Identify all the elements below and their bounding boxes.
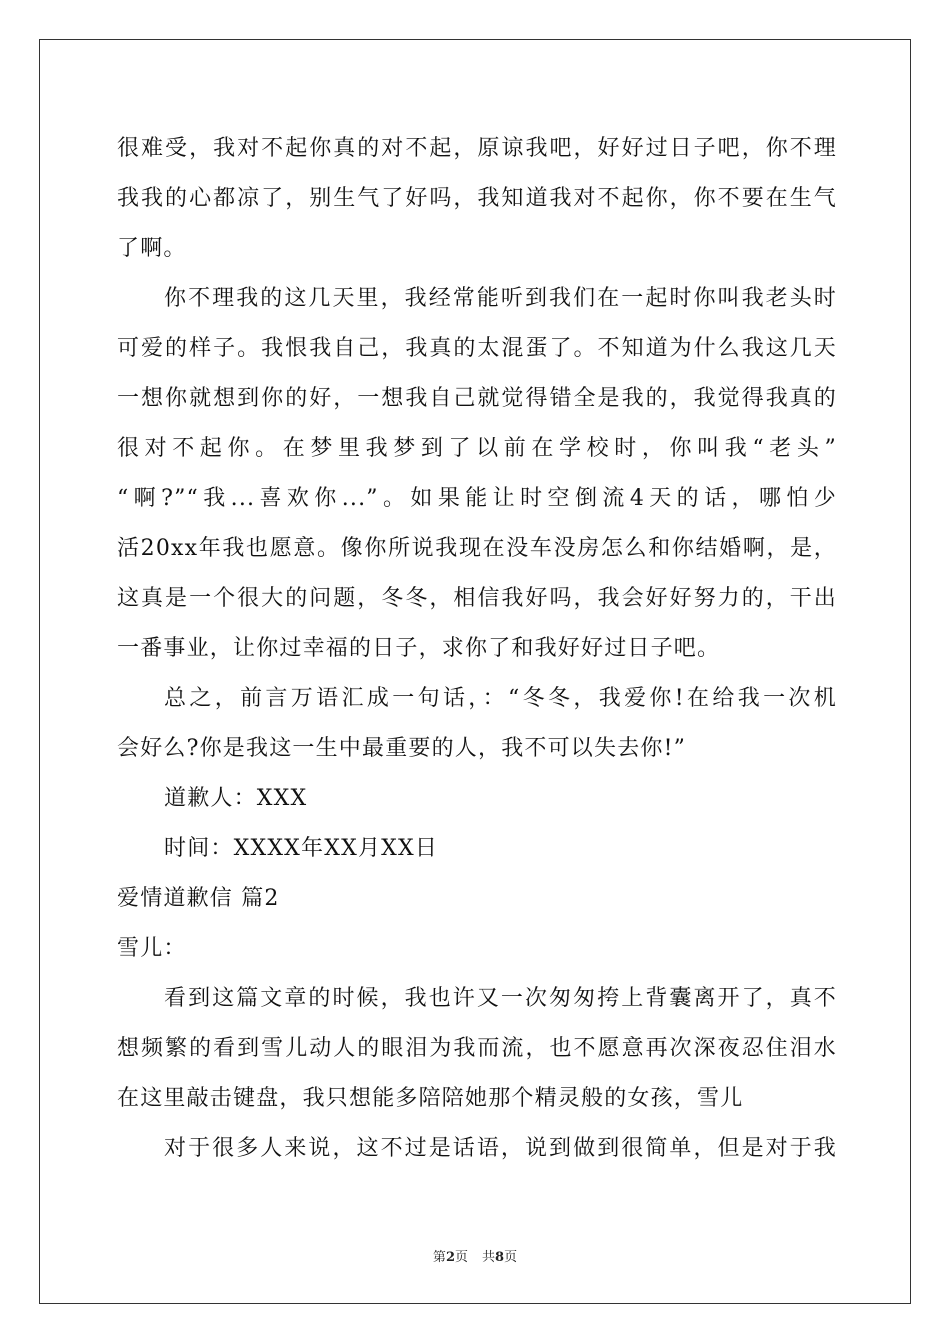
text-line: 了啊。 (117, 236, 187, 261)
section-heading: 爱情道歉信 篇2 (117, 886, 280, 911)
text-line: 一番事业，让你过幸福的日子，求你了和我好好过日子吧。 (117, 636, 721, 661)
text-line: 对于很多人来说，这不过是话语，说到做到很简单，但是对于我 (164, 1136, 837, 1161)
text-line: 在这里敲击键盘，我只想能多陪陪她那个精灵般的女孩，雪儿 (117, 1086, 744, 1111)
text-line: 很难受，我对不起你真的对不起，原谅我吧，好好过日子吧，你不理 (117, 136, 837, 161)
text-line: 总之，前言万语汇成一句话，：“冬冬，我爱你!在给我一次机 (164, 686, 837, 711)
document-body (117, 124, 837, 1174)
text-line: 会好么?你是我这一生中最重要的人，我不可以失去你!” (117, 736, 687, 761)
text-line: 活20xx年我也愿意。像你所说我现在没车没房怎么和你结婚啊，是， (117, 536, 837, 561)
text-line: 一想你就想到你的好，一想我自己就觉得错全是我的，我觉得我真的 (117, 386, 837, 411)
text-line: 很对不起你。在梦里我梦到了以前在学校时，你叫我“老头” (117, 436, 837, 461)
page-prefix: 第 (432, 1250, 446, 1265)
salutation: 雪儿： (117, 936, 187, 961)
page-suffix: 页 (454, 1250, 468, 1265)
text-line: 这真是一个很大的问题，冬冬，相信我好吗，我会好好努力的，干出 (117, 586, 837, 611)
date-line: 时间：XXXX年XX月XX日 (164, 836, 439, 861)
text-line: 我我的心都凉了，别生气了好吗，我知道我对不起你，你不要在生气 (117, 186, 837, 211)
current-page-number: 2 (445, 1250, 455, 1265)
total-prefix: 共 (482, 1250, 496, 1265)
text-line: 想频繁的看到雪儿动人的眼泪为我而流，也不愿意再次深夜忍住泪水 (117, 1036, 837, 1061)
text-line: “啊?”“我...喜欢你...”。如果能让时空倒流4天的话，哪怕少 (117, 486, 837, 511)
text-line: 看到这篇文章的时候，我也许又一次匆匆挎上背囊离开了，真不 (164, 986, 837, 1011)
page-footer (0, 1246, 950, 1265)
signature-line: 道歉人：XXX (164, 786, 308, 811)
total-page-number: 8 (495, 1250, 505, 1265)
text-line: 你不理我的这几天里，我经常能听到我们在一起时你叫我老头时 (164, 286, 837, 311)
total-suffix: 页 (504, 1250, 518, 1265)
text-line: 可爱的样子。我恨我自己，我真的太混蛋了。不知道为什么我这几天 (117, 336, 837, 361)
